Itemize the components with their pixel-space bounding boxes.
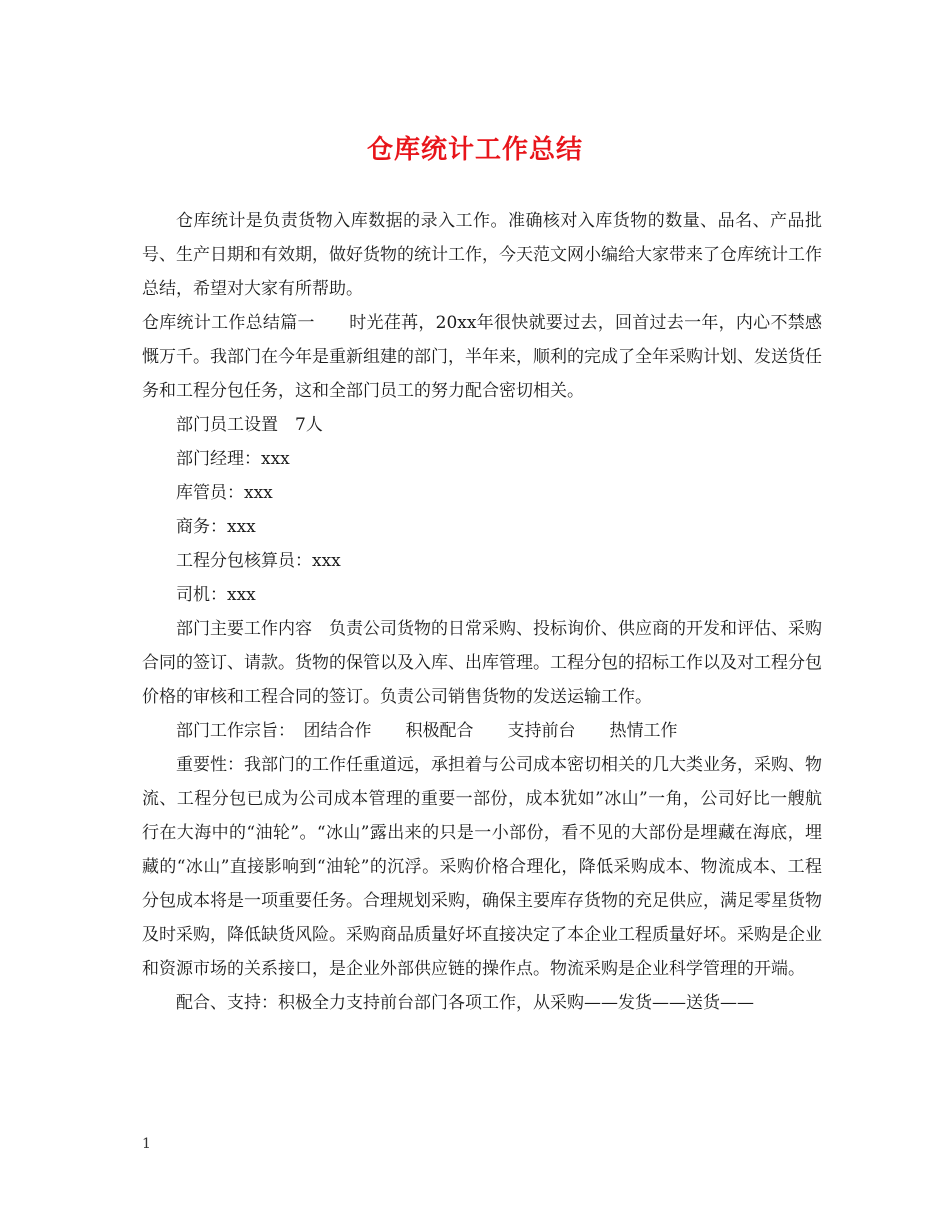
paragraph-cooperation: 配合、支持：积极全力支持前台部门各项工作，从采购——发货——送货—— <box>176 993 754 1013</box>
document-title: 仓库统计工作总结 <box>366 135 583 165</box>
paragraph-purpose: 部门工作宗旨： 团结合作 积极配合 支持前台 热情工作 <box>176 721 678 741</box>
paragraph-importance: 重要性：我部门的工作任重道远，承担着与公司成本密切相关的几大类业务，采购、物流、工程分包已成为公司成本管理的重要一部份，成本犹如”冰山”一角，公司好比一艘航行在大海中的“油轮”。“冰山”露出来的只是一小部份，看不见的大部份是埋藏在海底，埋藏的“冰山”直接影响到“油轮”的沉浮。采购价格合理化，降低采购成本、物流成本、工程分包成本将是一项重要任务。合理规划采购，确保主要库存货物的充足供应，满足零星货物及时采购，降低缺货风险。采购商品质量好坏直接决定了本企业工程质量好坏。采购是企业和资源市场的关系接口，是企业外部供应链的操作点。物流采购是企业科学管理的开端。 <box>142 755 822 979</box>
paragraph-intro: 仓库统计是负责货物入库数据的录入工作。准确核对入库货物的数量、品名、产品批号、生产日期和有效期，做好货物的统计工作，今天范文网小编给大家带来了仓库统计工作总结，希望对大家有所帮助。 <box>142 211 822 299</box>
document-body <box>142 204 822 1020</box>
paragraph-accountant: 工程分包核算员：xxx <box>176 551 341 571</box>
paragraph-warehouse-keeper: 库管员：xxx <box>176 483 273 503</box>
paragraph-business: 商务：xxx <box>176 517 256 537</box>
page-number: 1 <box>142 1136 151 1152</box>
paragraph-main-work: 部门主要工作内容 负责公司货物的日常采购、投标询价、供应商的开发和评估、采购合同的签订、请款。货物的保管以及入库、出库管理。工程分包的招标工作以及对工程分包价格的审核和工程合同的签订。负责公司销售货物的发送运输工作。 <box>142 619 822 707</box>
paragraph-manager: 部门经理：xxx <box>176 449 290 469</box>
paragraph-staff-setup: 部门员工设置 7人 <box>176 415 323 435</box>
paragraph-section-one: 仓库统计工作总结篇一 时光荏苒，20xx年很快就要过去，回首过去一年，内心不禁感慨万千。我部门在今年是重新组建的部门，半年来，顺利的完成了全年采购计划、发送货任务和工程分包任务，这和全部门员工的努力配合密切相关。 <box>142 313 822 401</box>
paragraph-driver: 司机：xxx <box>176 585 256 605</box>
